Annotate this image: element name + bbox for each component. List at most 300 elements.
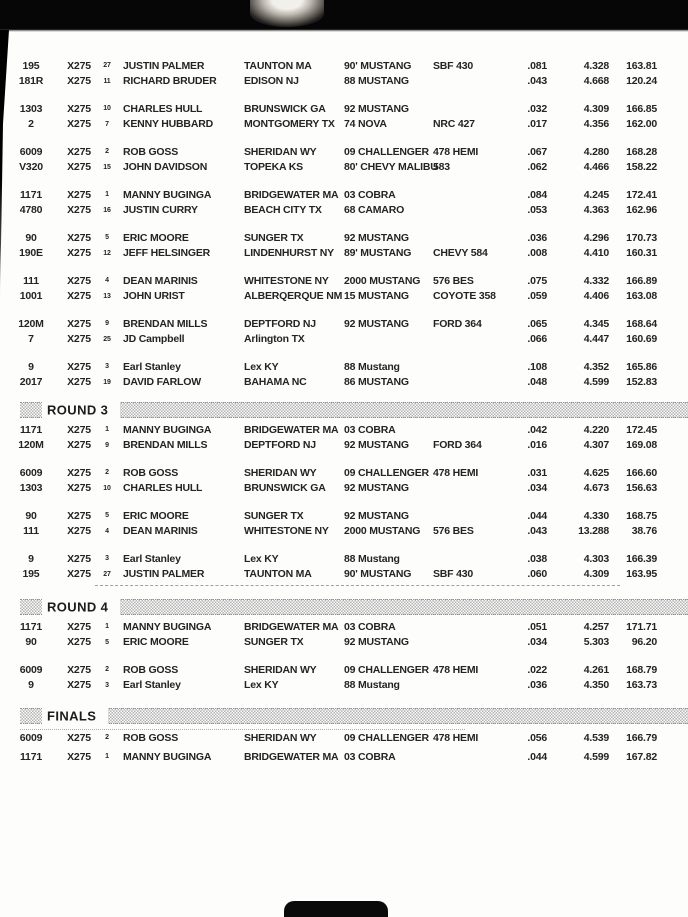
cell-city: WHITESTONE NY bbox=[244, 274, 329, 287]
cell-reaction-time: .034 bbox=[527, 482, 547, 495]
result-row bbox=[0, 438, 688, 454]
cell-driver-name: ROB GOSS bbox=[123, 145, 178, 158]
cell-reaction-time: .034 bbox=[527, 636, 547, 649]
cell-class: X275 bbox=[67, 663, 91, 676]
cell-driver-name: JOHN URIST bbox=[123, 290, 185, 303]
cell-car: 09 CHALLENGER bbox=[344, 145, 429, 158]
cell-reaction-time: .038 bbox=[527, 552, 547, 565]
cell-city: TAUNTON MA bbox=[244, 568, 312, 581]
cell-city: BRUNSWICK GA bbox=[244, 102, 326, 115]
cell-reaction-time: .036 bbox=[527, 679, 547, 692]
cell-driver-name: Earl Stanley bbox=[123, 360, 181, 373]
cell-mph: 169.08 bbox=[626, 439, 657, 452]
result-row bbox=[0, 678, 688, 694]
cell-reaction-time: .084 bbox=[527, 188, 547, 201]
cell-elapsed-time: 4.303 bbox=[583, 552, 609, 565]
cell-mph: 156.63 bbox=[626, 482, 657, 495]
cell-driver-name: BRENDAN MILLS bbox=[123, 317, 208, 330]
cell-engine: FORD 364 bbox=[433, 439, 482, 452]
cell-car: 09 CHALLENGER bbox=[344, 466, 429, 479]
matchup-pair bbox=[0, 316, 688, 347]
cell-mph: 120.24 bbox=[626, 75, 657, 88]
cell-elapsed-time: 4.280 bbox=[583, 145, 609, 158]
cell-mph: 168.79 bbox=[626, 663, 657, 676]
cell-mph: 163.08 bbox=[626, 290, 657, 303]
matchup-pair bbox=[0, 273, 688, 304]
round-section bbox=[0, 402, 688, 582]
cell-driver-name: MANNY BUGINGA bbox=[123, 620, 212, 633]
cell-mph: 172.41 bbox=[626, 188, 657, 201]
cell-class: X275 bbox=[67, 118, 91, 131]
cell-car-number: 120M bbox=[18, 317, 44, 330]
cell-city: SUNGER TX bbox=[244, 509, 304, 522]
result-row bbox=[0, 101, 688, 117]
cell-city: TOPEKA KS bbox=[244, 161, 303, 174]
matchup-pair bbox=[0, 465, 688, 496]
cell-elapsed-time: 4.356 bbox=[583, 118, 609, 131]
matchup-pair bbox=[0, 728, 688, 766]
cell-elapsed-time: 4.296 bbox=[583, 231, 609, 244]
result-row bbox=[0, 246, 688, 262]
round-title: ROUND 3 bbox=[42, 402, 120, 419]
cell-seed: 15 bbox=[103, 163, 111, 171]
cell-elapsed-time: 4.625 bbox=[583, 466, 609, 479]
matchup-pair bbox=[0, 359, 688, 390]
cell-car: 92 MUSTANG bbox=[344, 231, 409, 244]
cell-class: X275 bbox=[67, 231, 91, 244]
matchup-pair bbox=[0, 422, 688, 453]
result-row bbox=[0, 728, 688, 747]
cell-engine: 478 HEMI bbox=[433, 731, 479, 744]
cell-elapsed-time: 4.309 bbox=[583, 568, 609, 581]
cell-driver-name: JOHN DAVIDSON bbox=[123, 161, 208, 174]
cell-city: BAHAMA NC bbox=[244, 376, 307, 389]
cell-reaction-time: .059 bbox=[527, 290, 547, 303]
result-row bbox=[0, 74, 688, 90]
cell-class: X275 bbox=[67, 620, 91, 633]
cell-seed: 11 bbox=[103, 77, 111, 85]
cell-reaction-time: .008 bbox=[527, 247, 547, 260]
cell-class: X275 bbox=[67, 568, 91, 581]
round-section bbox=[0, 708, 688, 766]
results-list bbox=[0, 58, 688, 766]
matchup-pair bbox=[0, 619, 688, 650]
matchup-pair bbox=[0, 144, 688, 175]
cell-car-number: 90 bbox=[25, 509, 37, 522]
cell-elapsed-time: 13.288 bbox=[578, 525, 609, 538]
cell-car: 68 CAMARO bbox=[344, 204, 405, 217]
cell-reaction-time: .036 bbox=[527, 231, 547, 244]
cell-seed: 1 bbox=[105, 426, 109, 434]
cell-car: 90' MUSTANG bbox=[344, 59, 412, 72]
result-row bbox=[0, 747, 688, 766]
cell-elapsed-time: 4.673 bbox=[583, 482, 609, 495]
cell-mph: 166.60 bbox=[626, 466, 657, 479]
cell-mph: 166.79 bbox=[626, 731, 657, 744]
cell-car-number: 1171 bbox=[20, 620, 42, 633]
cell-seed: 19 bbox=[103, 378, 111, 386]
cell-class: X275 bbox=[67, 439, 91, 452]
cell-mph: 166.85 bbox=[626, 102, 657, 115]
result-row bbox=[0, 567, 688, 583]
cell-engine: COYOTE 358 bbox=[433, 290, 496, 303]
cell-class: X275 bbox=[67, 552, 91, 565]
cell-elapsed-time: 4.332 bbox=[583, 274, 609, 287]
cell-car-number: 9 bbox=[28, 552, 34, 565]
result-row bbox=[0, 58, 688, 74]
result-row bbox=[0, 375, 688, 391]
cell-class: X275 bbox=[67, 360, 91, 373]
cell-class: X275 bbox=[67, 525, 91, 538]
cell-class: X275 bbox=[67, 145, 91, 158]
cell-car-number: 6009 bbox=[19, 663, 43, 676]
cell-reaction-time: .056 bbox=[527, 731, 547, 744]
cell-seed: 4 bbox=[105, 277, 109, 285]
cell-driver-name: JEFF HELSINGER bbox=[123, 247, 211, 260]
cell-driver-name: JUSTIN PALMER bbox=[123, 59, 205, 72]
result-row bbox=[0, 187, 688, 203]
cell-reaction-time: .031 bbox=[527, 466, 547, 479]
cell-car-number: 120M bbox=[18, 439, 44, 452]
cell-driver-name: ROB GOSS bbox=[123, 663, 178, 676]
round-header-band bbox=[20, 708, 688, 724]
cell-elapsed-time: 4.406 bbox=[583, 290, 609, 303]
scan-artifact-line bbox=[20, 729, 465, 730]
cell-city: Lex KY bbox=[244, 360, 279, 373]
cell-class: X275 bbox=[67, 75, 91, 88]
cell-car-number: 195 bbox=[22, 59, 40, 72]
cell-engine: 583 bbox=[433, 161, 450, 174]
cell-city: BEACH CITY TX bbox=[244, 204, 322, 217]
cell-driver-name: Earl Stanley bbox=[123, 552, 181, 565]
cell-car: 92 MUSTANG bbox=[344, 636, 409, 649]
cell-city: SHERIDAN WY bbox=[244, 466, 317, 479]
cell-elapsed-time: 4.257 bbox=[583, 620, 609, 633]
result-row bbox=[0, 635, 688, 651]
round-section bbox=[0, 58, 688, 390]
cell-class: X275 bbox=[67, 636, 91, 649]
cell-driver-name: MANNY BUGINGA bbox=[123, 188, 212, 201]
cell-elapsed-time: 4.309 bbox=[583, 102, 609, 115]
paper bbox=[0, 30, 688, 917]
cell-elapsed-time: 4.599 bbox=[583, 376, 609, 389]
cell-driver-name: DEAN MARINIS bbox=[123, 274, 198, 287]
round-header-band bbox=[20, 402, 688, 418]
cell-engine: FORD 364 bbox=[433, 317, 482, 330]
cell-engine: 576 BES bbox=[433, 274, 474, 287]
result-row bbox=[0, 117, 688, 133]
cell-mph: 38.76 bbox=[631, 525, 657, 538]
cell-car-number: 190E bbox=[19, 247, 43, 260]
cell-city: MONTGOMERY TX bbox=[244, 118, 335, 131]
cell-driver-name: CHARLES HULL bbox=[123, 102, 203, 115]
cell-driver-name: JUSTIN PALMER bbox=[123, 568, 205, 581]
round-title: FINALS bbox=[42, 708, 108, 725]
cell-class: X275 bbox=[67, 333, 91, 346]
cell-reaction-time: .048 bbox=[527, 376, 547, 389]
cell-city: DEPTFORD NJ bbox=[244, 439, 316, 452]
cell-driver-name: JUSTIN CURRY bbox=[123, 204, 198, 217]
cell-elapsed-time: 4.466 bbox=[583, 161, 609, 174]
cell-reaction-time: .075 bbox=[527, 274, 547, 287]
cell-seed: 4 bbox=[105, 527, 109, 535]
cell-mph: 171.71 bbox=[626, 620, 657, 633]
cell-class: X275 bbox=[67, 376, 91, 389]
cell-car: 92 MUSTANG bbox=[344, 317, 409, 330]
cell-seed: 10 bbox=[103, 105, 111, 113]
cell-seed: 2 bbox=[105, 734, 109, 741]
cell-driver-name: CHARLES HULL bbox=[123, 482, 203, 495]
cell-city: SUNGER TX bbox=[244, 231, 304, 244]
cell-reaction-time: .062 bbox=[527, 161, 547, 174]
cell-engine: SBF 430 bbox=[433, 568, 474, 581]
matchup-pair bbox=[0, 101, 688, 132]
cell-mph: 163.81 bbox=[626, 59, 657, 72]
matchup-pair bbox=[0, 551, 688, 582]
cell-seed: 2 bbox=[105, 666, 109, 674]
cell-mph: 165.86 bbox=[626, 360, 657, 373]
cell-city: LINDENHURST NY bbox=[244, 247, 334, 260]
cell-elapsed-time: 4.330 bbox=[583, 509, 609, 522]
cell-reaction-time: .017 bbox=[527, 118, 547, 131]
cell-mph: 152.83 bbox=[626, 376, 657, 389]
cell-class: X275 bbox=[67, 731, 91, 744]
cell-driver-name: BRENDAN MILLS bbox=[123, 439, 208, 452]
cell-engine: CHEVY 584 bbox=[433, 247, 488, 260]
cell-class: X275 bbox=[67, 102, 91, 115]
result-row bbox=[0, 619, 688, 635]
cell-car-number: 2 bbox=[28, 118, 34, 131]
cell-elapsed-time: 4.220 bbox=[583, 423, 609, 436]
cell-elapsed-time: 4.363 bbox=[583, 204, 609, 217]
cell-city: TAUNTON MA bbox=[244, 59, 312, 72]
cell-car: 89' MUSTANG bbox=[344, 247, 412, 260]
cell-reaction-time: .043 bbox=[527, 75, 547, 88]
cell-elapsed-time: 4.599 bbox=[583, 750, 609, 763]
round-header-band bbox=[20, 599, 688, 615]
cell-car: 88 Mustang bbox=[344, 360, 400, 373]
scanner-light-blob bbox=[250, 0, 324, 27]
cell-car-number: 90 bbox=[25, 231, 37, 244]
cell-car-number: 9 bbox=[28, 679, 34, 692]
cell-reaction-time: .032 bbox=[527, 102, 547, 115]
cell-city: ALBERQERQUE NM bbox=[244, 290, 343, 303]
cell-car-number: 181R bbox=[18, 75, 44, 88]
cell-seed: 12 bbox=[103, 249, 111, 257]
cell-mph: 168.64 bbox=[626, 317, 657, 330]
cell-seed: 25 bbox=[103, 335, 111, 343]
result-row bbox=[0, 662, 688, 678]
result-row bbox=[0, 359, 688, 375]
cell-seed: 5 bbox=[105, 638, 109, 646]
result-row bbox=[0, 289, 688, 305]
result-row bbox=[0, 332, 688, 348]
cell-car: 74 NOVA bbox=[344, 118, 387, 131]
cell-mph: 163.73 bbox=[626, 679, 657, 692]
cell-engine: 576 BES bbox=[433, 525, 474, 538]
cell-engine: 478 HEMI bbox=[433, 466, 479, 479]
cell-reaction-time: .044 bbox=[527, 509, 547, 522]
cell-reaction-time: .108 bbox=[527, 360, 547, 373]
cell-class: X275 bbox=[67, 161, 91, 174]
cell-car: 92 MUSTANG bbox=[344, 102, 409, 115]
cell-city: SHERIDAN WY bbox=[244, 663, 317, 676]
cell-car-number: 9 bbox=[28, 360, 34, 373]
cell-car: 92 MUSTANG bbox=[344, 482, 409, 495]
cell-class: X275 bbox=[67, 204, 91, 217]
cell-car-number: 1171 bbox=[20, 750, 42, 763]
cell-seed: 5 bbox=[105, 234, 109, 242]
cell-driver-name: ERIC MOORE bbox=[123, 509, 189, 522]
cell-car: 2000 MUSTANG bbox=[344, 274, 421, 287]
cell-car: 03 COBRA bbox=[344, 423, 396, 436]
cell-city: DEPTFORD NJ bbox=[244, 317, 316, 330]
cell-reaction-time: .065 bbox=[527, 317, 547, 330]
cell-reaction-time: .060 bbox=[527, 568, 547, 581]
cell-mph: 158.22 bbox=[626, 161, 657, 174]
cell-seed: 1 bbox=[105, 753, 109, 760]
cell-car-number: 90 bbox=[25, 636, 37, 649]
cell-seed: 1 bbox=[105, 623, 109, 631]
cell-mph: 166.39 bbox=[626, 552, 657, 565]
cell-driver-name: DAVID FARLOW bbox=[123, 376, 201, 389]
cell-seed: 3 bbox=[105, 681, 109, 689]
cell-class: X275 bbox=[67, 423, 91, 436]
cell-reaction-time: .051 bbox=[527, 620, 547, 633]
cell-car: 86 MUSTANG bbox=[344, 376, 409, 389]
cell-seed: 16 bbox=[103, 206, 111, 214]
cell-seed: 7 bbox=[105, 120, 109, 128]
cell-seed: 27 bbox=[103, 62, 111, 70]
cell-class: X275 bbox=[67, 466, 91, 479]
cell-mph: 168.28 bbox=[626, 145, 657, 158]
cell-elapsed-time: 4.350 bbox=[583, 679, 609, 692]
cell-seed: 2 bbox=[105, 469, 109, 477]
cell-engine: SBF 430 bbox=[433, 59, 474, 72]
cell-seed: 5 bbox=[105, 512, 109, 520]
scanner-bottom-notch bbox=[284, 901, 388, 917]
cell-elapsed-time: 5.303 bbox=[583, 636, 609, 649]
cell-city: WHITESTONE NY bbox=[244, 525, 329, 538]
cell-car: 88 Mustang bbox=[344, 552, 400, 565]
cell-car: 2000 MUSTANG bbox=[344, 525, 421, 538]
cell-class: X275 bbox=[67, 59, 91, 72]
cell-car-number: 111 bbox=[23, 525, 39, 538]
cell-class: X275 bbox=[67, 274, 91, 287]
cell-city: BRUNSWICK GA bbox=[244, 482, 326, 495]
round-section bbox=[0, 599, 688, 693]
cell-reaction-time: .066 bbox=[527, 333, 547, 346]
cell-car-number: 2017 bbox=[19, 376, 43, 389]
cell-driver-name: ERIC MOORE bbox=[123, 231, 189, 244]
round-title: ROUND 4 bbox=[42, 599, 120, 616]
cell-seed: 27 bbox=[103, 570, 111, 578]
cell-driver-name: JD Campbell bbox=[123, 333, 185, 346]
result-row bbox=[0, 316, 688, 332]
cell-city: SHERIDAN WY bbox=[244, 731, 317, 744]
cell-class: X275 bbox=[67, 188, 91, 201]
cell-reaction-time: .044 bbox=[527, 750, 547, 763]
result-row bbox=[0, 422, 688, 438]
cell-city: BRIDGEWATER MA bbox=[244, 750, 339, 763]
cell-seed: 1 bbox=[105, 191, 109, 199]
cell-car: 92 MUSTANG bbox=[344, 439, 409, 452]
cell-reaction-time: .043 bbox=[527, 525, 547, 538]
cell-reaction-time: .053 bbox=[527, 204, 547, 217]
cell-elapsed-time: 4.352 bbox=[583, 360, 609, 373]
cell-car-number: 6009 bbox=[19, 145, 43, 158]
cell-engine: 478 HEMI bbox=[433, 145, 479, 158]
cell-car-number: 6009 bbox=[19, 466, 43, 479]
cell-car: 09 CHALLENGER bbox=[344, 663, 429, 676]
cell-seed: 13 bbox=[103, 292, 111, 300]
result-row bbox=[0, 160, 688, 176]
cell-seed: 3 bbox=[105, 555, 109, 563]
cell-elapsed-time: 4.328 bbox=[583, 59, 609, 72]
cell-elapsed-time: 4.668 bbox=[583, 75, 609, 88]
cell-car: 03 COBRA bbox=[344, 620, 396, 633]
cell-driver-name: Earl Stanley bbox=[123, 679, 181, 692]
cell-reaction-time: .067 bbox=[527, 145, 547, 158]
cell-class: X275 bbox=[67, 317, 91, 330]
cell-class: X275 bbox=[67, 679, 91, 692]
cell-car: 03 COBRA bbox=[344, 188, 396, 201]
cell-mph: 162.96 bbox=[626, 204, 657, 217]
cell-car: 03 COBRA bbox=[344, 750, 396, 763]
cell-car-number: V320 bbox=[19, 161, 43, 174]
cell-seed: 3 bbox=[105, 363, 109, 371]
cell-driver-name: ROB GOSS bbox=[123, 731, 178, 744]
cell-engine: NRC 427 bbox=[433, 118, 475, 131]
cell-car: 92 MUSTANG bbox=[344, 509, 409, 522]
result-row bbox=[0, 508, 688, 524]
cell-driver-name: MANNY BUGINGA bbox=[123, 750, 212, 763]
matchup-pair bbox=[0, 230, 688, 261]
cell-mph: 170.73 bbox=[626, 231, 657, 244]
cell-mph: 163.95 bbox=[626, 568, 657, 581]
cell-driver-name: ROB GOSS bbox=[123, 466, 178, 479]
cell-elapsed-time: 4.447 bbox=[583, 333, 609, 346]
cell-mph: 162.00 bbox=[626, 118, 657, 131]
cell-elapsed-time: 4.261 bbox=[583, 663, 609, 676]
cell-class: X275 bbox=[67, 482, 91, 495]
matchup-pair bbox=[0, 187, 688, 218]
result-row bbox=[0, 465, 688, 481]
cell-class: X275 bbox=[67, 750, 91, 763]
cell-car-number: 1171 bbox=[20, 188, 42, 201]
cell-seed: 9 bbox=[105, 320, 109, 328]
cell-city: Lex KY bbox=[244, 552, 279, 565]
cell-elapsed-time: 4.345 bbox=[583, 317, 609, 330]
cell-mph: 96.20 bbox=[631, 636, 657, 649]
cell-car-number: 1001 bbox=[19, 290, 43, 303]
cell-car-number: 195 bbox=[22, 568, 40, 581]
matchup-pair bbox=[0, 662, 688, 693]
cell-car-number: 1303 bbox=[19, 482, 43, 495]
result-row bbox=[0, 230, 688, 246]
cell-reaction-time: .081 bbox=[527, 59, 547, 72]
cell-mph: 160.31 bbox=[626, 247, 657, 260]
cell-driver-name: ERIC MOORE bbox=[123, 636, 189, 649]
cell-driver-name: MANNY BUGINGA bbox=[123, 423, 212, 436]
cell-class: X275 bbox=[67, 290, 91, 303]
cell-engine: 478 HEMI bbox=[433, 663, 479, 676]
cell-driver-name: RICHARD BRUDER bbox=[123, 75, 217, 88]
matchup-pair bbox=[0, 58, 688, 89]
result-row bbox=[0, 481, 688, 497]
cell-car: 90' MUSTANG bbox=[344, 568, 412, 581]
cell-city: Arlington TX bbox=[244, 333, 305, 346]
